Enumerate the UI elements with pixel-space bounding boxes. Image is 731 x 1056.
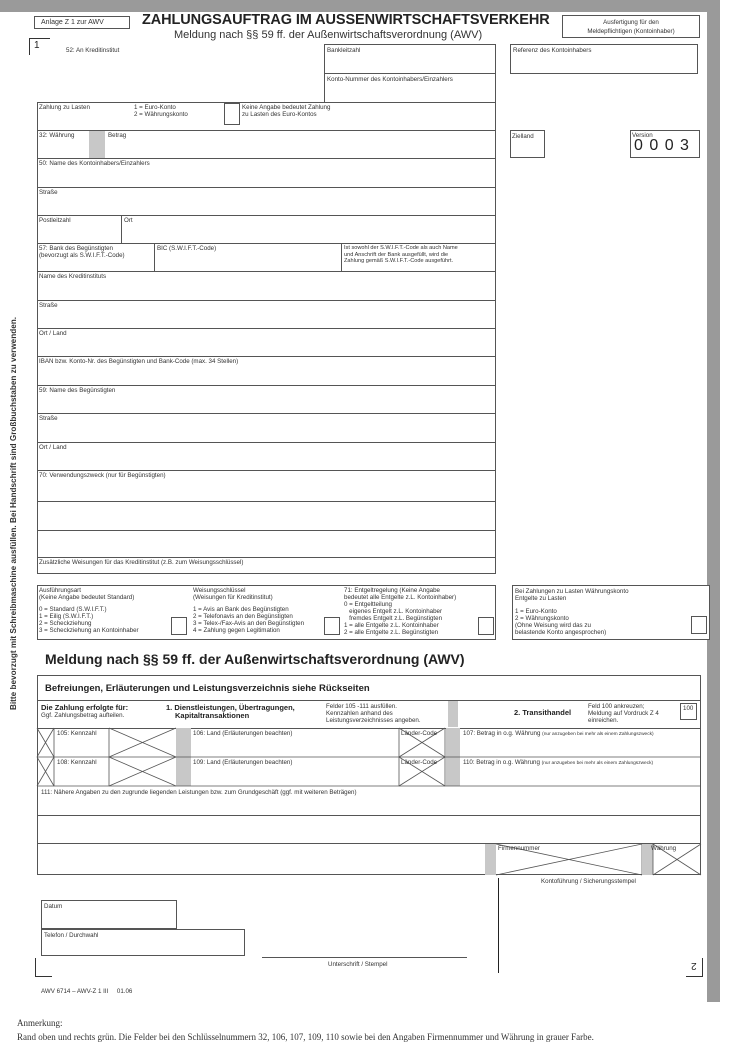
purpose-title: Die Zahlung erfolgte für: — [41, 703, 129, 712]
entgelt-opt2: 2 = alle Entgelte z.L. Begünstigten — [344, 629, 439, 636]
section2-label: 2. Transithandel — [514, 708, 572, 717]
stamp-area[interactable] — [505, 890, 700, 970]
annex-label: Anlage Z 1 zur AWV — [41, 19, 104, 26]
field-100-checkbox[interactable] — [680, 703, 697, 720]
beneficiary-ort-label: Ort / Land — [39, 444, 67, 451]
side-note: Bitte bevorzugt mit Schreibmaschine ausfüllen. Bei Handschrift sind Großbuchstaben zu verwenden. — [9, 316, 18, 710]
waehrungskonto-opt4: belastende Konto angesprochen) — [515, 629, 607, 636]
waehrung-label: 32: Währung — [39, 132, 75, 139]
datum-label: Datum — [44, 903, 63, 910]
bank-strasse-field[interactable] — [38, 310, 494, 328]
ausfuehrung-opt2: 2 = Scheckziehung — [39, 620, 92, 627]
report-subheading: Befreiungen, Erläuterungen und Leistungsverzeichnis siehe Rückseiten — [45, 683, 370, 694]
weisung-title2: (Weisungen für Kreditinstitut) — [193, 594, 273, 601]
version-box — [630, 130, 700, 158]
entgelt-opt0a: eigenes Entgelt z.L. Kontoinhaber — [344, 608, 443, 615]
weisung-title1: Weisungsschlüssel — [193, 587, 246, 594]
zu-lasten-opt2: 2 = Währungskonto — [134, 111, 188, 118]
telefon-field[interactable] — [41, 929, 245, 956]
land-106-field[interactable] — [192, 738, 398, 756]
entgelt-checkbox[interactable] — [478, 617, 494, 635]
kennzahl-108-label: 108: Kennzahl — [57, 759, 97, 766]
section2-note2: Meldung auf Vordruck Z 4 — [588, 710, 659, 717]
betrag-label: Betrag — [108, 132, 127, 139]
beneficiary-strasse-field[interactable] — [38, 423, 494, 441]
details-111-label: 111: Nähere Angaben zu den zugrunde liegenden Leistungen bzw. zum Grundgeschäft (ggf. mit weiteren Beträgen) — [41, 789, 357, 796]
zahlung-zu-lasten-label: Zahlung zu Lasten — [39, 104, 90, 111]
signature-field[interactable] — [262, 930, 467, 956]
annex-label-box — [34, 16, 130, 29]
payer-plz-label: Postleitzahl — [39, 217, 71, 224]
payer-name-label: 50: Name des Kontoinhabers/Einzahlers — [39, 160, 150, 167]
bic-note-2: und Anschrift der Bank ausgefüllt, wird die — [344, 251, 449, 258]
bank-ort-field[interactable] — [38, 338, 494, 356]
zielland-field[interactable] — [510, 130, 545, 158]
field-100-label: 100 — [683, 705, 694, 712]
waehrungskonto-box — [512, 585, 710, 640]
beneficiary-strasse-label: Straße — [39, 415, 58, 422]
bankleitzahl-label: Bankleitzahl — [327, 47, 361, 54]
land-109-label: 109: Land (Erläuterungen beachten) — [193, 759, 293, 766]
entgelt-opt0: 0 = Entgeltteilung — [344, 601, 392, 608]
ausfuehrung-title2: (Keine Angabe bedeutet Standard) — [39, 594, 135, 601]
copy-label-box — [562, 15, 700, 38]
firmennummer-label: Firmennummer — [498, 845, 540, 852]
purpose-field-1[interactable] — [38, 480, 494, 500]
iban-label: IBAN bzw. Konto-Nr. des Begünstigten und Bank-Code (max. 34 Stellen) — [39, 358, 239, 365]
annotation-title: Anmerkung: — [17, 1018, 63, 1028]
payer-ort-field[interactable] — [123, 225, 494, 242]
payer-strasse-field[interactable] — [38, 197, 494, 215]
ausfuehrung-title1: Ausführungsart — [39, 587, 81, 594]
bic-label: BIC (S.W.I.F.T.-Code) — [157, 245, 217, 252]
top-border-band — [0, 0, 720, 12]
waehrungskonto-opt1: 1 = Euro-Konto — [515, 608, 557, 615]
copy-label-line1: Ausfertigung für den — [603, 19, 659, 26]
form-subtitle: Meldung nach §§ 59 ff. der Außenwirtschaftsverordnung (AWV) — [174, 29, 483, 41]
section-divider-gray — [448, 701, 458, 727]
payer-ort-label: Ort — [124, 217, 133, 224]
waehrung-gray-field — [89, 131, 105, 158]
waehrungskonto-checkbox[interactable] — [691, 616, 707, 634]
kreditinstitut-field[interactable] — [60, 55, 320, 95]
entgelt-title1: 71: Entgeltregelung (Keine Angabe — [344, 587, 440, 594]
laender-code-2-label: Länder-Code — [401, 759, 438, 766]
konto-nummer-label: Konto-Nummer des Kontoinhabers/Einzahlers — [327, 76, 453, 83]
betrag-107-note: (nur anzugeben bei mehr als einem Zahlungszweck) — [542, 732, 654, 737]
form-title: ZAHLUNGSAUFTRAG IM AUSSENWIRTSCHAFTSVERKEHR — [142, 12, 550, 28]
entgelt-opt0b: fremdes Entgelt z.L. Begünstigten — [344, 615, 443, 622]
bankleitzahl-box[interactable] — [324, 44, 496, 104]
zu-lasten-note2: zu Lasten des Euro-Kontos — [242, 111, 317, 118]
bank-label-1: 57: Bank des Begünstigten — [39, 245, 113, 252]
entgelt-title2: bedeutet alle Entgelte z.L. Kontoinhaber) — [344, 594, 457, 601]
copy-label-line2: Meldepflichtigen (Kontoinhaber) — [587, 28, 675, 35]
beneficiary-ort-field[interactable] — [38, 452, 494, 470]
betrag-107-label — [463, 730, 654, 738]
waehrungskonto-opt3: (Ohne Weisung wird das zu — [515, 622, 591, 629]
zu-lasten-opt1: 1 = Euro-Konto — [134, 104, 176, 111]
version-label: Version — [632, 132, 653, 139]
purpose-label: 70: Verwendungszweck (nur für Begünstigten) — [39, 472, 166, 479]
waehrung-report-label: Währung — [651, 845, 677, 852]
purpose-field-2[interactable] — [38, 502, 494, 529]
signature-line — [262, 957, 467, 958]
form-code: AWV 6714 – AWV-Z 1 III 01.06 — [41, 988, 133, 995]
datum-field[interactable] — [41, 900, 177, 929]
instructions-label: Zusätzliche Weisungen für das Kreditinstitut (z.B. zum Weisungsschlüssel) — [39, 559, 244, 566]
betrag-107-text: 107: Betrag in o.g. Währung — [463, 730, 541, 737]
betrag-field[interactable] — [106, 140, 494, 158]
details-111-field-2[interactable] — [38, 816, 699, 842]
section1-line1: 1. Dienstleistungen, Übertragungen, — [166, 703, 295, 712]
beneficiary-name-field[interactable] — [38, 395, 494, 413]
details-111-field-1[interactable] — [38, 797, 699, 815]
referenz-field[interactable] — [510, 44, 698, 74]
right-border-band — [707, 0, 720, 1002]
iban-field[interactable] — [38, 366, 494, 384]
payer-plz-field[interactable] — [38, 225, 120, 242]
bank-name-field[interactable] — [38, 281, 494, 299]
details-111-field-3[interactable] — [38, 844, 488, 874]
kreditinstitut-label: 52: An Kreditinstitut — [66, 47, 120, 54]
weisung-opt4: 4 = Zahlung gegen Legitimation — [193, 627, 280, 634]
betrag-110-field[interactable] — [461, 767, 699, 785]
page-number: 2 — [691, 960, 697, 971]
bank-label-2: (bevorzugt als S.W.I.F.T.-Code) — [39, 252, 125, 259]
page-marker: 1 — [34, 40, 40, 51]
bic-note-1: Ist sowohl der S.W.I.F.T.-Code als auch Name — [344, 245, 458, 251]
zielland-label: Zielland — [512, 133, 534, 140]
land-109-field[interactable] — [192, 767, 398, 785]
weisung-opt2: 2 = Telefonavis an den Begünstigten — [193, 613, 293, 620]
section1-note1: Felder 105 -111 ausfüllen. — [326, 703, 397, 710]
betrag-110-note: (nur anzugeben bei mehr als einem Zahlungszweck) — [541, 761, 654, 766]
waehrungskonto-title1: Bei Zahlungen zu Lasten Währungskonto — [515, 588, 629, 595]
kennzahl-108-field[interactable] — [55, 767, 108, 785]
annotation-text: Rand oben und rechts grün. Die Felder bei den Schlüsselnummern 32, 106, 107, 109, 110 sowie bei den Angaben Firmennummer und Währung in grauer Farbe. — [17, 1032, 594, 1042]
laender-code-1-label: Länder-Code — [401, 730, 438, 737]
version-value: 0 0 0 3 — [634, 137, 690, 154]
section2-note3: einreichen. — [588, 717, 619, 724]
land-106-label: 106: Land (Erläuterungen beachten) — [193, 730, 293, 737]
section1-line2: Kapitaltransaktionen — [175, 711, 250, 720]
stamp-label: Kontoführung / Sicherungsstempel — [541, 878, 636, 885]
report-heading: Meldung nach §§ 59 ff. der Außenwirtschaftsverordnung (AWV) — [45, 651, 465, 667]
bank-ort-label: Ort / Land — [39, 330, 67, 337]
weisung-checkbox[interactable] — [324, 617, 340, 635]
signature-label: Unterschrift / Stempel — [328, 961, 388, 968]
firmennummer-gray-bar — [485, 844, 496, 875]
corner-mark-bottom-left — [35, 958, 52, 977]
waehrungskonto-opt2: 2 = Währungskonto — [515, 615, 569, 622]
betrag-110-label — [463, 759, 653, 767]
ausfuehrung-checkbox[interactable] — [171, 617, 187, 635]
ausfuehrung-opt1: 1 = Eilig (S.W.I.F.T.) — [39, 613, 94, 620]
weisung-opt1: 1 = Avis an Bank des Begünstigten — [193, 606, 289, 613]
section2-note1: Feld 100 ankreuzen; — [588, 703, 645, 710]
ausfuehrung-opt0: 0 = Standard (S.W.I.F.T.) — [39, 606, 107, 613]
kennzahl-105-label: 105: Kennzahl — [57, 730, 97, 737]
instructions-field[interactable] — [38, 567, 494, 585]
bank-strasse-label: Straße — [39, 302, 58, 309]
bic-field[interactable] — [156, 253, 339, 270]
waehrung-field[interactable] — [38, 140, 88, 158]
zu-lasten-checkbox[interactable] — [224, 103, 240, 125]
kennzahl-105-field[interactable] — [55, 738, 108, 756]
purpose-sub: Ggf. Zahlungsbetrag aufteilen. — [41, 712, 125, 719]
telefon-label: Telefon / Durchwahl — [44, 932, 99, 939]
bank-name-label: Name des Kreditinstituts — [39, 273, 107, 280]
stamp-divider — [498, 878, 499, 973]
payer-name-field[interactable] — [38, 168, 494, 186]
beneficiary-name-label: 59: Name des Begünstigten — [39, 387, 116, 394]
betrag-110-text: 110: Betrag in o.g. Währung — [463, 759, 540, 766]
section1-note3: Leistungsverzeichnisses angeben. — [326, 717, 421, 724]
referenz-label: Referenz des Kontoinhabers — [513, 47, 592, 54]
payer-strasse-label: Straße — [39, 189, 58, 196]
section1-note2: Kennzahlen anhand des — [326, 710, 393, 717]
bic-note-3: Zahlung gemäß S.W.I.F.T.-Code ausgeführt. — [344, 258, 454, 264]
ausfuehrung-opt3: 3 = Scheckziehung an Kontoinhaber — [39, 627, 139, 634]
waehrungskonto-title2: Entgelte zu Lasten — [515, 595, 567, 602]
betrag-107-field[interactable] — [461, 738, 699, 756]
weisung-opt3: 3 = Telex-/Fax-Avis an den Begünstigten — [193, 620, 305, 627]
entgelt-opt1: 1 = alle Entgelte z.L. Kontoinhaber — [344, 622, 439, 629]
purpose-field-3[interactable] — [38, 531, 494, 557]
zu-lasten-note1: Keine Angabe bedeutet Zahlung — [242, 104, 331, 111]
